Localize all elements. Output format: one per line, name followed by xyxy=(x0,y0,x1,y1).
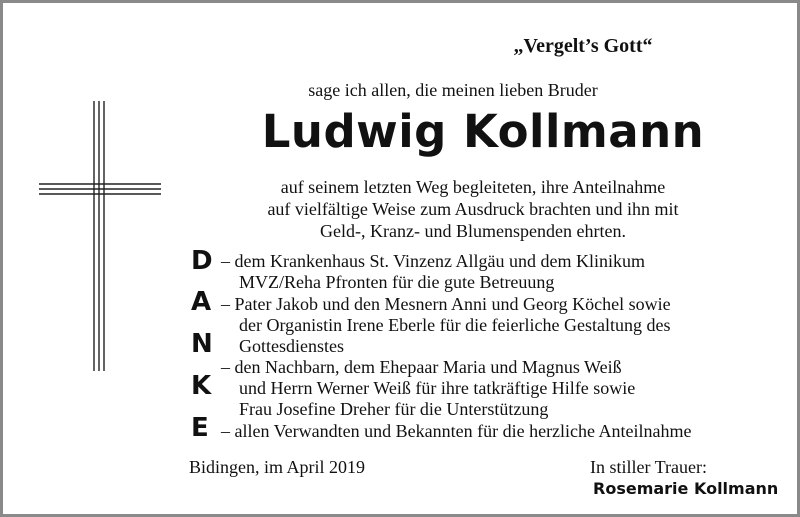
danke-letter-a: A xyxy=(191,287,212,317)
danke-item-line: – allen Verwandten und Bekannten für die herzliche Anteilnahme xyxy=(221,421,692,441)
danke-item-line: – dem Krankenhaus St. Vinzenz Allgäu und dem Klinikum xyxy=(221,251,646,271)
body-line: Geld-, Kranz- und Blumenspenden ehrten. xyxy=(320,221,626,241)
danke-item-line: Frau Josefine Dreher für die Unterstützung xyxy=(239,399,549,419)
danke-item-line: – den Nachbarn, dem Ehepaar Maria und Magnus Weiß xyxy=(221,357,622,377)
danke-letter-e: E xyxy=(191,413,209,443)
place-date: Bidingen, im April 2019 xyxy=(189,457,366,477)
cross-icon xyxy=(3,3,223,423)
danke-item-line: Gottesdienstes xyxy=(239,336,344,356)
body-paragraph xyxy=(223,176,723,242)
deceased-name: Ludwig Kollmann xyxy=(261,105,705,158)
body-line: auf seinem letzten Weg begleiteten, ihre Anteilnahme xyxy=(280,177,666,197)
danke-letter-d: D xyxy=(191,246,213,276)
signer-name: Rosemarie Kollmann xyxy=(593,479,779,498)
danke-letter-k: K xyxy=(191,371,212,401)
danke-item-line: der Organistin Irene Eberle für die feierliche Gestaltung des xyxy=(239,315,671,335)
danke-letter-n: N xyxy=(191,329,213,359)
mourning-label: In stiller Trauer: xyxy=(590,457,707,477)
intro-line: sage ich allen, die meinen lieben Bruder xyxy=(308,80,598,100)
danke-item-line: – Pater Jakob und den Mesnern Anni und Georg Köchel sowie xyxy=(221,294,671,314)
danke-item-line: und Herrn Werner Weiß für ihre tatkräftige Hilfe sowie xyxy=(239,378,636,398)
thanks-heading: „Vergelt’s Gott“ xyxy=(513,35,653,57)
body-line: auf vielfältige Weise zum Ausdruck brachten und ihn mit xyxy=(267,199,679,219)
danke-item-line: MVZ/Reha Pfronten für die gute Betreuung xyxy=(239,272,555,292)
